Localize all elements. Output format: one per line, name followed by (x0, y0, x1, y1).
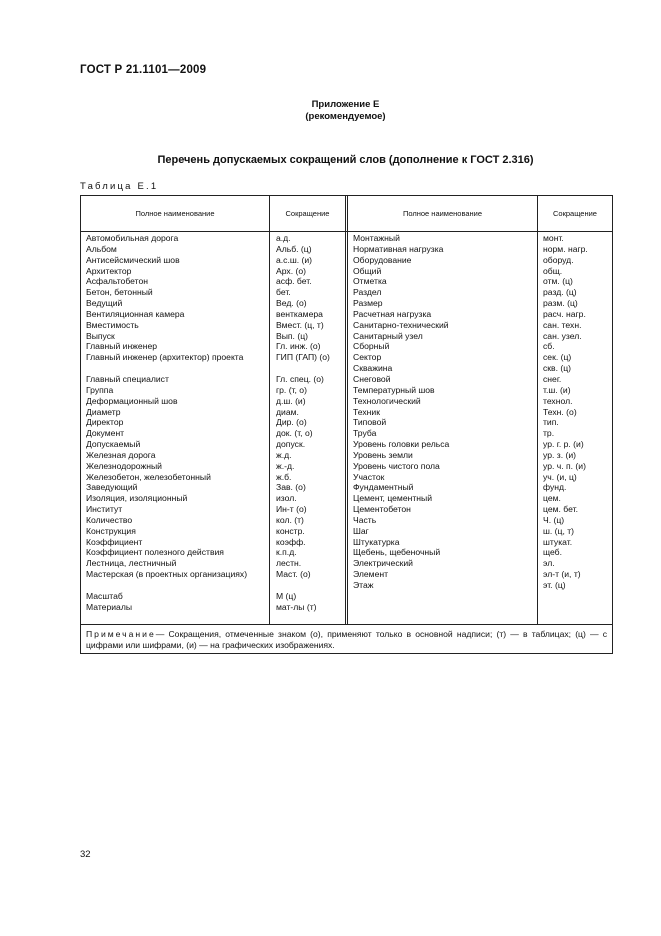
abbreviation-cell: ур. г. р. (и) (543, 439, 584, 450)
full-name-cell: Диаметр (86, 406, 121, 417)
full-name-cell: Нормативная нагрузка (353, 243, 444, 254)
abbreviation-cell: Ч. (ц) (543, 514, 565, 525)
full-name-cell: Заведующий (86, 482, 138, 493)
full-name-cell: Сектор (353, 352, 382, 363)
full-name-cell: Главный специалист (86, 373, 169, 384)
full-name-cell: Директор (86, 417, 124, 428)
right-names-column (353, 233, 535, 591)
full-name-cell: Сборный (353, 341, 390, 352)
full-name-cell: Температурный шов (353, 384, 435, 395)
abbreviation-cell: М (ц) (276, 590, 297, 601)
header-full-name-left: Полное наименование (135, 209, 215, 218)
abbreviation-cell: монт. (543, 233, 564, 243)
full-name-cell: Участок (353, 471, 385, 482)
abbreviation-cell: Техн. (о) (543, 406, 577, 417)
full-name-cell: Антисейсмический шов (86, 254, 180, 265)
table-double-divider (345, 196, 348, 624)
table-divider (537, 196, 538, 624)
appendix-note: (рекомендуемое) (305, 111, 386, 122)
abbreviation-cell: сб. (543, 341, 555, 352)
header-full-name-right: Полное наименование (402, 209, 483, 218)
abbreviation-cell: ж.б. (276, 471, 292, 482)
full-name-cell: Группа (86, 384, 114, 395)
abbreviation-cell: штукат. (543, 536, 573, 547)
full-name-cell: Ведущий (86, 298, 123, 309)
header-abbr-left: Сокращение (285, 209, 330, 218)
abbreviation-cell: тип. (543, 417, 559, 428)
abbreviation-cell: Вмест. (ц, т) (276, 319, 324, 330)
abbreviation-cell: Дир. (о) (276, 417, 307, 428)
abbreviations-table (80, 195, 613, 654)
full-name-cell: Этаж (353, 580, 374, 590)
abbreviation-cell: Зав. (о) (276, 482, 306, 493)
full-name-cell: Щебень, щебеночный (353, 547, 441, 558)
abbreviation-cell: мат-лы (т) (276, 601, 317, 612)
full-name-cell: Коэффициент (86, 536, 143, 547)
full-name-cell: Масштаб (86, 590, 123, 601)
abbreviation-cell: Гл. спец. (о) (276, 373, 324, 384)
abbreviation-cell: коэфф. (276, 536, 306, 547)
full-name-cell: Деформационный шов (86, 395, 178, 406)
full-name-cell: Альбом (86, 243, 117, 254)
full-name-cell: Фундаментный (353, 482, 414, 493)
abbreviation-cell: разм. (ц) (543, 298, 578, 309)
abbreviation-cell: Маст. (о) (276, 569, 311, 580)
full-name-cell: Цементобетон (353, 504, 411, 515)
appendix-heading (0, 99, 661, 123)
full-name-cell: Документ (86, 428, 125, 439)
abbreviation-cell: фунд. (543, 482, 567, 493)
table-caption: Таблица Е.1 (80, 181, 159, 192)
full-name-cell: Уровень головки рельса (353, 439, 450, 450)
full-name-cell: Санитарно-технический (353, 319, 449, 330)
abbreviation-cell: общ. (543, 265, 563, 276)
abbreviation-cell: оборуд. (543, 254, 574, 265)
full-name-cell: Уровень чистого пола (353, 460, 440, 471)
abbreviation-cell: а.д. (276, 233, 291, 243)
full-name-cell: Асфальтобетон (86, 276, 149, 287)
full-name-cell: Выпуск (86, 330, 115, 341)
appendix-title: Приложение Е (311, 99, 380, 110)
left-abbr-column (276, 233, 344, 613)
note-label: Примечание (86, 629, 156, 639)
full-name-cell: Техник (353, 406, 380, 417)
abbreviation-cell: Альб. (ц) (276, 243, 312, 254)
abbreviation-cell: эт. (ц) (543, 580, 566, 590)
abbreviation-cell: кол. (т) (276, 514, 304, 525)
document-title-text: Перечень допускаемых сокращений слов (дополнение к ГОСТ 2.316) (157, 154, 534, 166)
abbreviation-cell: цем. бет. (543, 504, 578, 515)
full-name-cell: Снеговой (353, 373, 391, 384)
abbreviation-cell: ур. ч. п. (и) (543, 460, 586, 471)
abbreviation-cell: технол. (543, 395, 573, 406)
abbreviation-cell: Гл. инж. (о) (276, 341, 321, 352)
note-divider (81, 624, 612, 625)
abbreviation-cell: тр. (543, 428, 555, 439)
abbreviation-cell: ж.д. (276, 449, 292, 460)
full-name-cell: Оборудование (353, 254, 412, 265)
full-name-cell: Материалы (86, 601, 133, 612)
header-abbr-right: Сокращение (553, 209, 597, 218)
abbreviation-cell: сек. (ц) (543, 352, 572, 363)
full-name-cell: Институт (86, 504, 123, 515)
full-name-cell: Элемент (353, 569, 389, 580)
abbreviation-cell: цем. (543, 493, 561, 504)
full-name-cell: Коэффициент полезного действия (86, 547, 224, 558)
full-name-cell: Вентиляционная камера (86, 308, 185, 319)
abbreviation-cell: ур. з. (и) (543, 449, 576, 460)
abbreviation-cell: док. (т, о) (276, 428, 313, 439)
abbreviation-cell: бет. (276, 287, 291, 298)
full-name-cell: Бетон, бетонный (86, 287, 153, 298)
full-name-cell: Санитарный узел (353, 330, 423, 341)
abbreviation-cell: разд. (ц) (543, 287, 577, 298)
document-title (0, 154, 661, 166)
full-name-cell: Количество (86, 514, 133, 525)
abbreviation-cell: Арх. (о) (276, 265, 306, 276)
full-name-cell: Типовой (353, 417, 387, 428)
full-name-cell: Часть (353, 514, 377, 525)
full-name-cell: Мастерская (в проектных организациях) (86, 569, 248, 580)
table-note (86, 629, 607, 651)
full-name-cell: Монтажный (353, 233, 400, 243)
abbreviation-cell: венткамера (276, 308, 323, 319)
abbreviation-cell: уч. (и, ц) (543, 471, 577, 482)
full-name-cell: Лестница, лестничный (86, 558, 177, 569)
header-divider (81, 231, 612, 232)
note-text: — Сокращения, отмеченные знаком (о), применяют только в основной надписи; (т) — в таблицах; (ц) — с цифрами или шифрами, (и) — на графических изображениях. (86, 629, 607, 650)
full-name-cell: Автомобильная дорога (86, 233, 179, 243)
abbreviation-cell: лестн. (276, 558, 302, 569)
full-name-cell: Размер (353, 298, 383, 309)
abbreviation-cell: диам. (276, 406, 299, 417)
abbreviation-cell: Вып. (ц) (276, 330, 308, 341)
abbreviation-cell: ш. (ц, т) (543, 525, 575, 536)
document-header: ГОСТ Р 21.1101—2009 (80, 64, 207, 76)
full-name-cell: Цемент, цементный (353, 493, 433, 504)
full-name-cell: Главный инженер (86, 341, 158, 352)
full-name-cell: Штукатурка (353, 536, 400, 547)
full-name-cell: Конструкция (86, 525, 136, 536)
abbreviation-cell: д.ш. (и) (276, 395, 306, 406)
full-name-cell: Труба (353, 428, 377, 439)
abbreviation-cell: эл-т (и, т) (543, 569, 581, 580)
abbreviation-cell: ж.-д. (276, 460, 295, 471)
abbreviation-cell: допуск. (276, 439, 306, 450)
full-name-cell: Скважина (353, 363, 393, 374)
table-divider (269, 196, 270, 624)
full-name-cell: Уровень земли (353, 449, 413, 460)
abbreviation-cell: скв. (ц) (543, 363, 572, 374)
full-name-cell: Железобетон, железобетонный (86, 471, 211, 482)
full-name-cell: Расчетная нагрузка (353, 308, 432, 319)
full-name-cell: Электрический (353, 558, 413, 569)
right-abbr-column (543, 233, 611, 591)
abbreviation-cell: т.ш. (и) (543, 384, 571, 395)
abbreviation-cell: гр. (т, о) (276, 384, 307, 395)
full-name-cell: Общий (353, 265, 382, 276)
full-name-cell: Главный инженер (архитектор) проекта (86, 352, 244, 363)
abbreviation-cell: констр. (276, 525, 305, 536)
abbreviation-cell: щеб. (543, 547, 562, 558)
full-name-cell: Шаг (353, 525, 369, 536)
full-name-cell: Железнодорожный (86, 460, 162, 471)
full-name-cell: Технологический (353, 395, 421, 406)
full-name-cell: Отметка (353, 276, 387, 287)
abbreviation-cell: Вед. (о) (276, 298, 307, 309)
abbreviation-cell: эл. (543, 558, 555, 569)
full-name-cell: Изоляция, изоляционный (86, 493, 188, 504)
abbreviation-cell: асф. бет. (276, 276, 312, 287)
abbreviation-cell: а.с.ш. (и) (276, 254, 313, 265)
abbreviation-cell: Ин-т (о) (276, 504, 307, 515)
full-name-cell: Допускаемый (86, 439, 141, 450)
full-name-cell: Архитектор (86, 265, 132, 276)
abbreviation-cell: сан. узел. (543, 330, 582, 341)
abbreviation-cell: изол. (276, 493, 297, 504)
full-name-cell: Раздел (353, 287, 382, 298)
abbreviation-cell: снег. (543, 373, 562, 384)
abbreviation-cell: отм. (ц) (543, 276, 573, 287)
full-name-cell: Вместимость (86, 319, 139, 330)
abbreviation-cell: расч. нагр. (543, 308, 586, 319)
full-name-cell: Железная дорога (86, 449, 156, 460)
abbreviation-cell: к.п.д. (276, 547, 297, 558)
page-number: 32 (80, 849, 91, 860)
abbreviation-cell: ГИП (ГАП) (о) (276, 352, 330, 363)
left-names-column (86, 233, 267, 613)
abbreviation-cell: норм. нагр. (543, 243, 588, 254)
abbreviation-cell: сан. техн. (543, 319, 582, 330)
